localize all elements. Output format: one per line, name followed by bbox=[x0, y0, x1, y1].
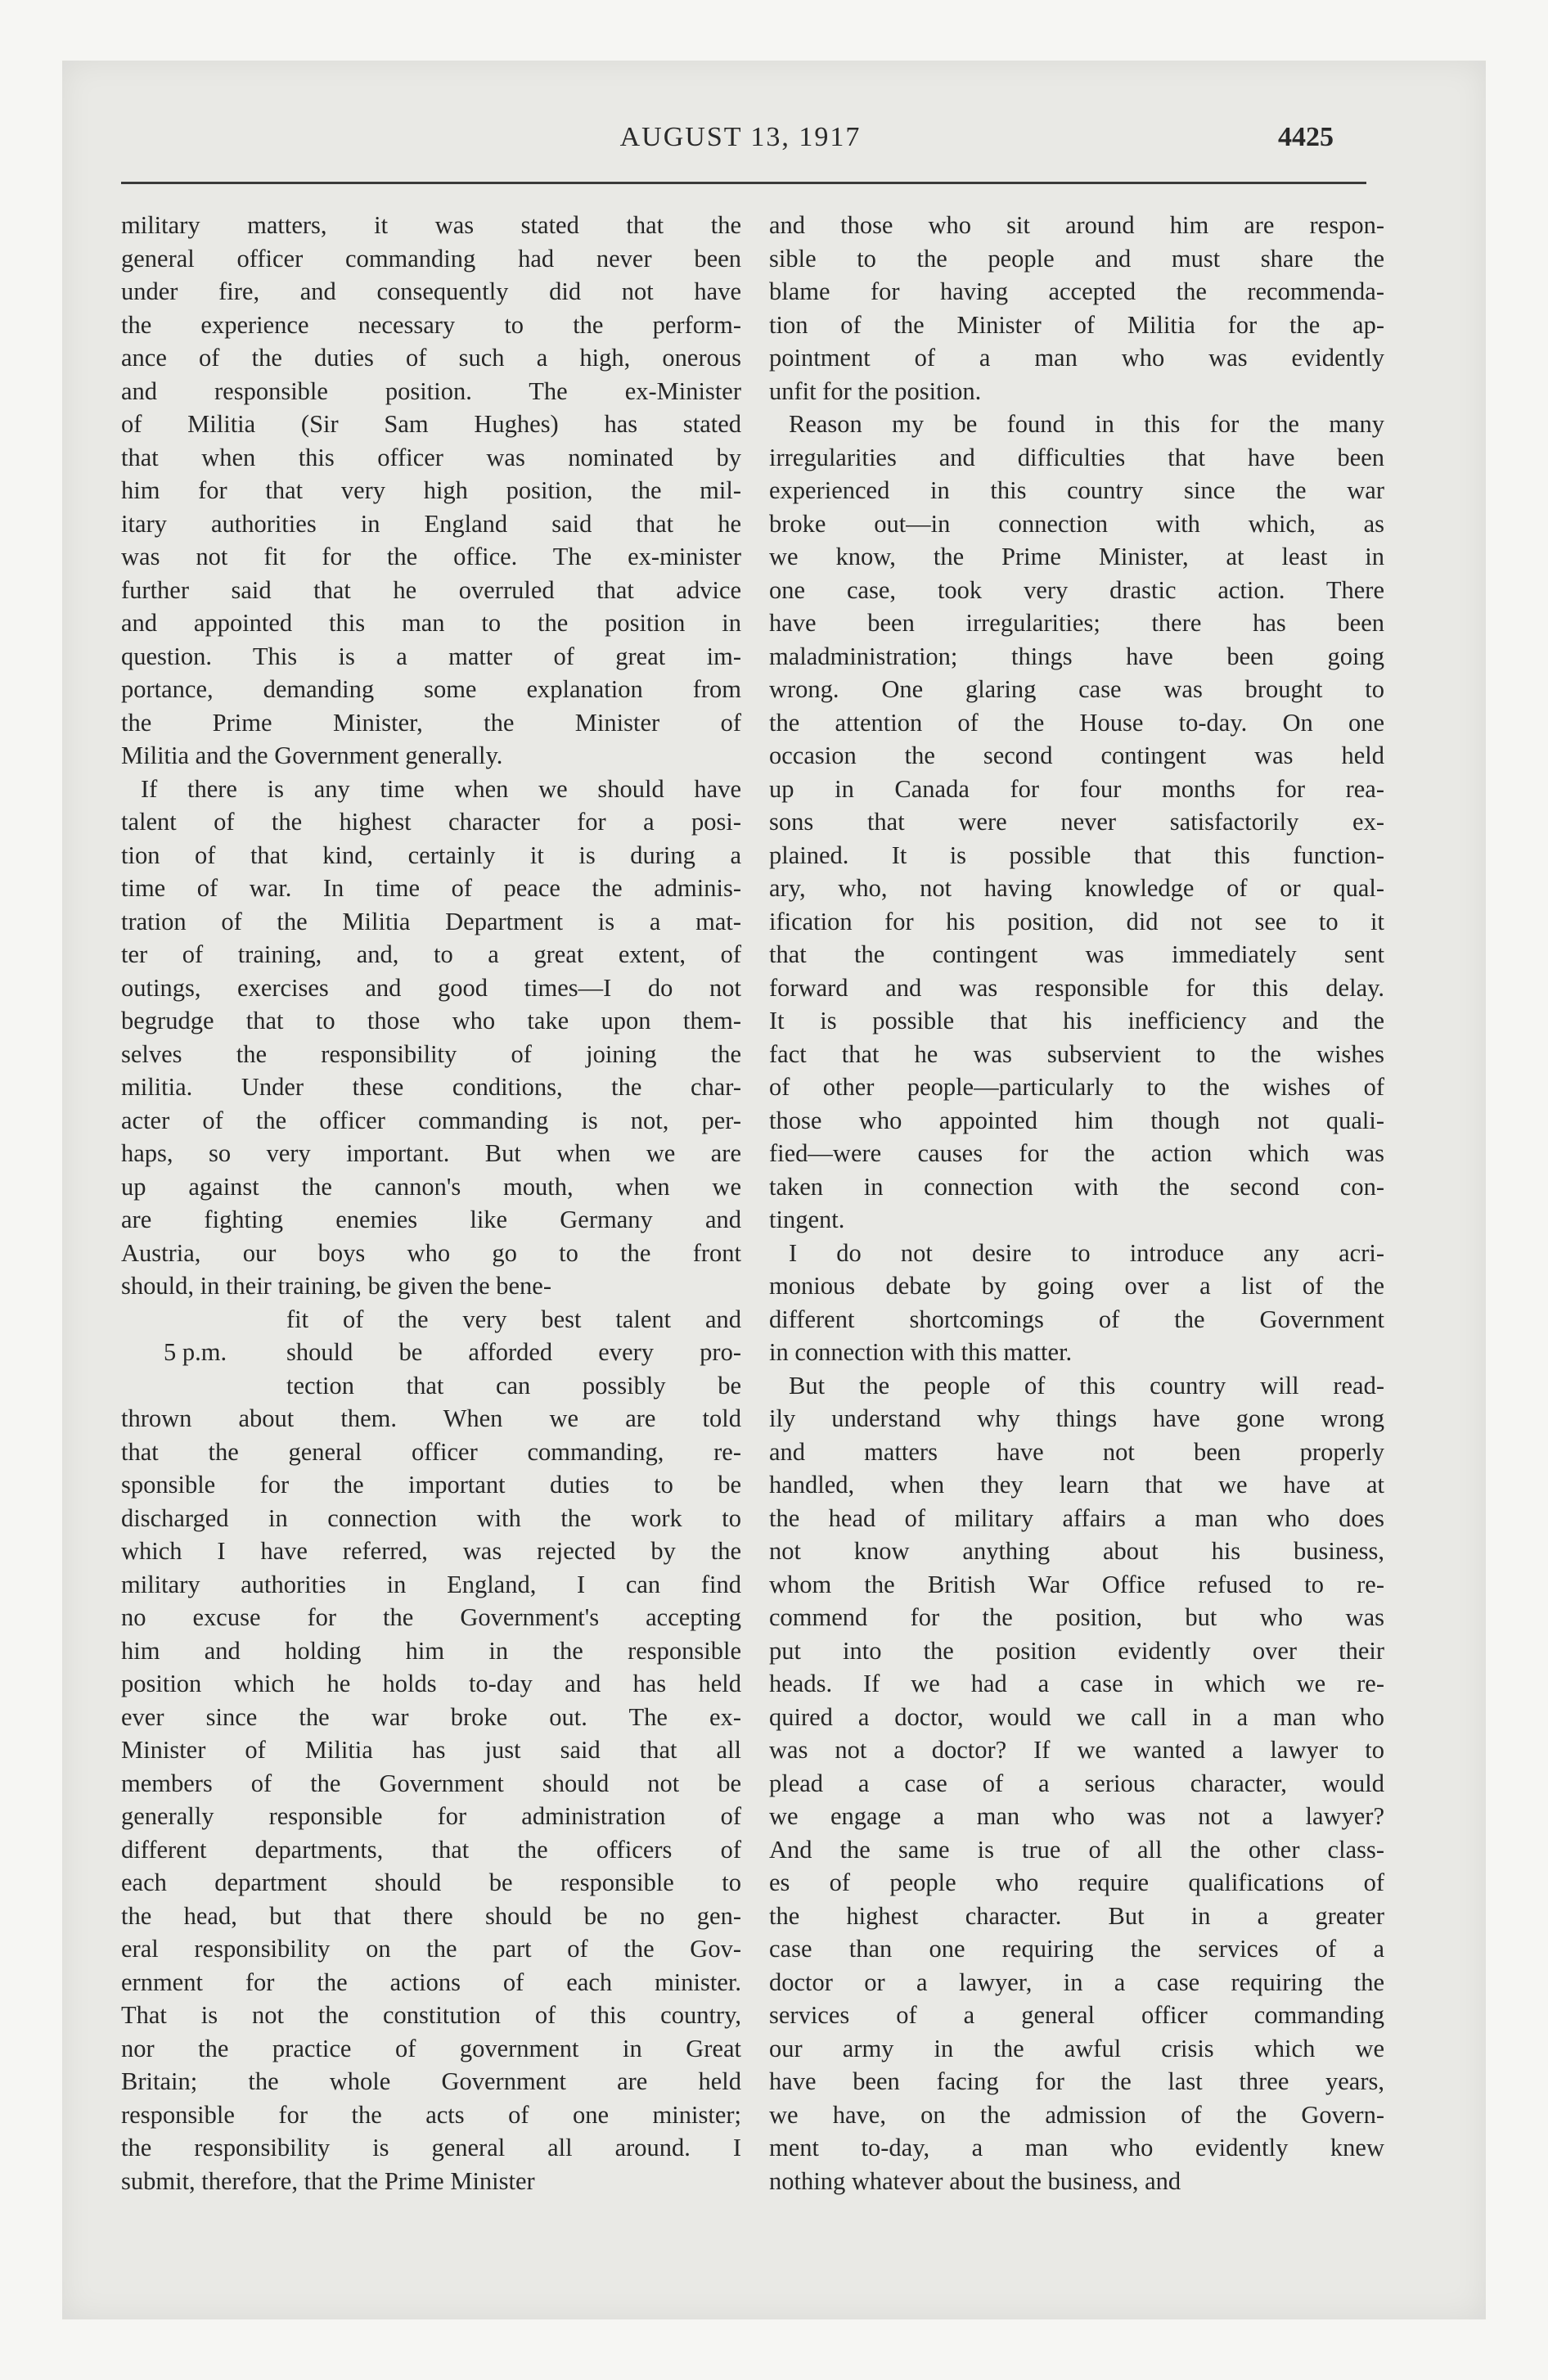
text-line: I do not desire to introduce any acri- bbox=[789, 1238, 1384, 1267]
text-line: different shortcomings of the Government bbox=[769, 1305, 1384, 1333]
text-line: tration of the Militia Department is a mat- bbox=[121, 907, 741, 935]
text-line: Militia and the Government generally. bbox=[121, 741, 503, 769]
text-line: And the same is true of all the other class- bbox=[769, 1835, 1384, 1864]
text-line: we know, the Prime Minister, at least in bbox=[769, 543, 1384, 570]
text-line: tingent. bbox=[769, 1206, 845, 1233]
text-line: thrown about them. When we are told bbox=[121, 1404, 741, 1432]
text-line: the head of military affairs a man who does bbox=[769, 1503, 1384, 1532]
text-line: blame for having accepted the recommenda- bbox=[769, 277, 1384, 305]
text-line: heads. If we had a case in which we re- bbox=[769, 1670, 1384, 1697]
right-column bbox=[769, 209, 1384, 2197]
text-line: handled, when they learn that we have at bbox=[769, 1471, 1384, 1499]
text-line: in connection with this matter. bbox=[769, 1338, 1073, 1366]
text-line: different departments, that the officers of bbox=[121, 1835, 741, 1864]
text-line: him and holding him in the responsible bbox=[121, 1636, 741, 1665]
text-line: not know anything about his business, bbox=[769, 1537, 1384, 1565]
text-line: the highest character. But in a greater bbox=[769, 1901, 1384, 1930]
text-line: discharged in connection with the work to bbox=[121, 1503, 741, 1532]
text-line: should be afforded every pro- bbox=[286, 1338, 741, 1366]
text-line: ary, who, not having knowledge of or qual- bbox=[769, 874, 1384, 902]
text-line: are fighting enemies like Germany and bbox=[121, 1206, 741, 1233]
paragraph bbox=[769, 1237, 1384, 1369]
text-line: up in Canada for four months for rea- bbox=[769, 774, 1384, 803]
text-line: es of people who require qualifications of bbox=[769, 1868, 1384, 1896]
text-line: ter of training, and, to a great extent, of bbox=[121, 940, 741, 968]
text-line: selves the responsibility of joining the bbox=[121, 1039, 741, 1068]
text-line: But the people of this country will read- bbox=[789, 1371, 1384, 1400]
text-line: we engage a man who was not a lawyer? bbox=[769, 1802, 1384, 1830]
text-line: monious debate by going over a list of the bbox=[769, 1272, 1384, 1300]
text-line: sible to the people and must share the bbox=[769, 244, 1384, 273]
text-line: militia. Under these conditions, the char- bbox=[121, 1073, 741, 1101]
text-line: fit of the very best talent and bbox=[286, 1305, 741, 1333]
text-line: acter of the officer commanding is not, per- bbox=[121, 1106, 741, 1134]
text-line: that the general officer commanding, re- bbox=[121, 1437, 741, 1466]
text-line: ment to-day, a man who evidently knew bbox=[769, 2134, 1384, 2161]
text-line: general officer commanding had never been bbox=[121, 244, 741, 273]
text-line: nor the practice of government in Great bbox=[121, 2034, 741, 2062]
marginal-time-note: 5 p.m. bbox=[164, 1338, 227, 1366]
text-line: military authorities in England, I can find bbox=[121, 1570, 741, 1598]
text-line: we have, on the admission of the Govern- bbox=[769, 2100, 1384, 2129]
text-line: pointment of a man who was evidently bbox=[769, 344, 1384, 372]
text-line: eral responsibility on the part of the Gov- bbox=[121, 1935, 741, 1963]
marginal-time-block bbox=[121, 1303, 741, 1403]
text-line: military matters, it was stated that the bbox=[121, 211, 741, 239]
text-line: Britain; the whole Government are held bbox=[121, 2067, 741, 2095]
text-line: tection that can possibly be bbox=[286, 1371, 741, 1400]
text-line: broke out—in connection with which, as bbox=[769, 509, 1384, 538]
text-line: whom the British War Office refused to re- bbox=[769, 1570, 1384, 1598]
text-line: fied—were causes for the action which was bbox=[769, 1139, 1384, 1167]
text-line: experienced in this country since the war bbox=[769, 476, 1384, 504]
text-line: and responsible position. The ex-Minister bbox=[121, 376, 741, 405]
text-line: one case, took very drastic action. There bbox=[769, 575, 1384, 604]
text-line: further said that he overruled that advice bbox=[121, 575, 741, 604]
text-line: nothing whatever about the business, and bbox=[769, 2166, 1181, 2195]
text-line: position which he holds to-day and has held bbox=[121, 1670, 741, 1697]
text-line: sponsible for the important duties to be bbox=[121, 1471, 741, 1499]
text-line: put into the position evidently over their bbox=[769, 1636, 1384, 1665]
text-line: fact that he was subservient to the wishes bbox=[769, 1039, 1384, 1068]
text-line: services of a general officer commanding bbox=[769, 2001, 1384, 2029]
text-line: Minister of Militia has just said that all bbox=[121, 1736, 741, 1764]
text-line: plained. It is possible that this function- bbox=[769, 841, 1384, 869]
text-line: ance of the duties of such a high, onerous bbox=[121, 344, 741, 372]
text-line: question. This is a matter of great im- bbox=[121, 642, 741, 670]
text-line: generally responsible for administration of bbox=[121, 1802, 741, 1830]
text-line: submit, therefore, that the Prime Minister bbox=[121, 2166, 535, 2195]
text-line: begrudge that to those who take upon them- bbox=[121, 1007, 741, 1034]
text-line: That is not the constitution of this country, bbox=[121, 2001, 741, 2029]
text-line: the experience necessary to the perform- bbox=[121, 310, 741, 339]
text-line: time of war. In time of peace the adminis- bbox=[121, 874, 741, 902]
text-line: responsible for the acts of one minister; bbox=[121, 2100, 741, 2129]
text-line: tion of the Minister of Militia for the ap- bbox=[769, 310, 1384, 339]
text-line: case than one requiring the services of a bbox=[769, 1935, 1384, 1963]
text-line: have been facing for the last three years, bbox=[769, 2067, 1384, 2095]
text-line: the head, but that there should be no gen- bbox=[121, 1901, 741, 1930]
paragraph bbox=[121, 773, 741, 1303]
text-line: irregularities and difficulties that have been bbox=[769, 443, 1384, 471]
paragraph bbox=[121, 1402, 741, 2197]
text-line: and matters have not been properly bbox=[769, 1437, 1384, 1466]
text-line: our army in the awful crisis which we bbox=[769, 2034, 1384, 2062]
left-column bbox=[121, 209, 741, 2197]
text-line: ernment for the actions of each minister. bbox=[121, 1968, 741, 1996]
text-line: the responsibility is general all around. I bbox=[121, 2134, 741, 2161]
text-line: was not fit for the office. The ex-minister bbox=[121, 543, 741, 570]
text-line: maladministration; things have been going bbox=[769, 642, 1384, 670]
text-line: was not a doctor? If we wanted a lawyer to bbox=[769, 1736, 1384, 1764]
text-line: haps, so very important. But when we are bbox=[121, 1139, 741, 1167]
text-line: doctor or a lawyer, in a case requiring the bbox=[769, 1968, 1384, 1996]
text-line: It is possible that his inefficiency and the bbox=[769, 1007, 1384, 1034]
text-line: If there is any time when we should have bbox=[141, 774, 741, 803]
text-line: and appointed this man to the position in bbox=[121, 609, 741, 637]
text-line: ily understand why things have gone wrong bbox=[769, 1404, 1384, 1432]
text-line: each department should be responsible to bbox=[121, 1868, 741, 1896]
text-line: taken in connection with the second con- bbox=[769, 1172, 1384, 1201]
text-line: up against the cannon's mouth, when we bbox=[121, 1172, 741, 1201]
text-line: Austria, our boys who go to the front bbox=[121, 1238, 741, 1267]
text-line: sons that were never satisfactorily ex- bbox=[769, 808, 1384, 836]
paragraph bbox=[121, 209, 741, 773]
text-line: ification for his position, did not see to it bbox=[769, 907, 1384, 935]
paragraph bbox=[769, 408, 1384, 1237]
text-line: have been irregularities; there has been bbox=[769, 609, 1384, 637]
text-line: wrong. One glaring case was brought to bbox=[769, 675, 1384, 703]
page-number: 4425 bbox=[1278, 122, 1334, 152]
paragraph bbox=[769, 1369, 1384, 2198]
paragraph bbox=[769, 209, 1384, 408]
text-line: that when this officer was nominated by bbox=[121, 443, 741, 471]
text-line: which I have referred, was rejected by the bbox=[121, 1537, 741, 1565]
text-line: under fire, and consequently did not have bbox=[121, 277, 741, 305]
text-line: of other people—particularly to the wishes of bbox=[769, 1073, 1384, 1101]
text-line: no excuse for the Government's accepting bbox=[121, 1603, 741, 1631]
text-line: Reason my be found in this for the many bbox=[789, 410, 1384, 438]
text-line: forward and was responsible for this delay. bbox=[769, 973, 1384, 1002]
text-line: tion of that kind, certainly it is during a bbox=[121, 841, 741, 869]
page-date: AUGUST 13, 1917 bbox=[619, 122, 862, 152]
text-line: plead a case of a serious character, would bbox=[769, 1769, 1384, 1797]
text-line: that the contingent was immediately sent bbox=[769, 940, 1384, 968]
text-line: occasion the second contingent was held bbox=[769, 741, 1384, 769]
text-line: should, in their training, be given the bene- bbox=[121, 1272, 551, 1300]
text-line: itary authorities in England said that he bbox=[121, 509, 741, 538]
text-line: outings, exercises and good times—I do not bbox=[121, 973, 741, 1002]
text-line: ever since the war broke out. The ex- bbox=[121, 1702, 741, 1731]
text-line: and those who sit around him are respon- bbox=[769, 211, 1384, 239]
text-line: the attention of the House to-day. On one bbox=[769, 708, 1384, 737]
text-line: unfit for the position. bbox=[769, 376, 982, 405]
text-line: members of the Government should not be bbox=[121, 1769, 741, 1797]
text-line: those who appointed him though not quali- bbox=[769, 1106, 1384, 1134]
text-line: talent of the highest character for a posi- bbox=[121, 808, 741, 836]
text-line: of Militia (Sir Sam Hughes) has stated bbox=[121, 410, 741, 438]
text-line: commend for the position, but who was bbox=[769, 1603, 1384, 1631]
page-header bbox=[115, 122, 1366, 171]
text-line: quired a doctor, would we call in a man who bbox=[769, 1702, 1384, 1731]
text-line: him for that very high position, the mil- bbox=[121, 476, 741, 504]
header-rule bbox=[121, 182, 1366, 184]
text-line: portance, demanding some explanation from bbox=[121, 675, 741, 703]
text-line: the Prime Minister, the Minister of bbox=[121, 708, 741, 737]
